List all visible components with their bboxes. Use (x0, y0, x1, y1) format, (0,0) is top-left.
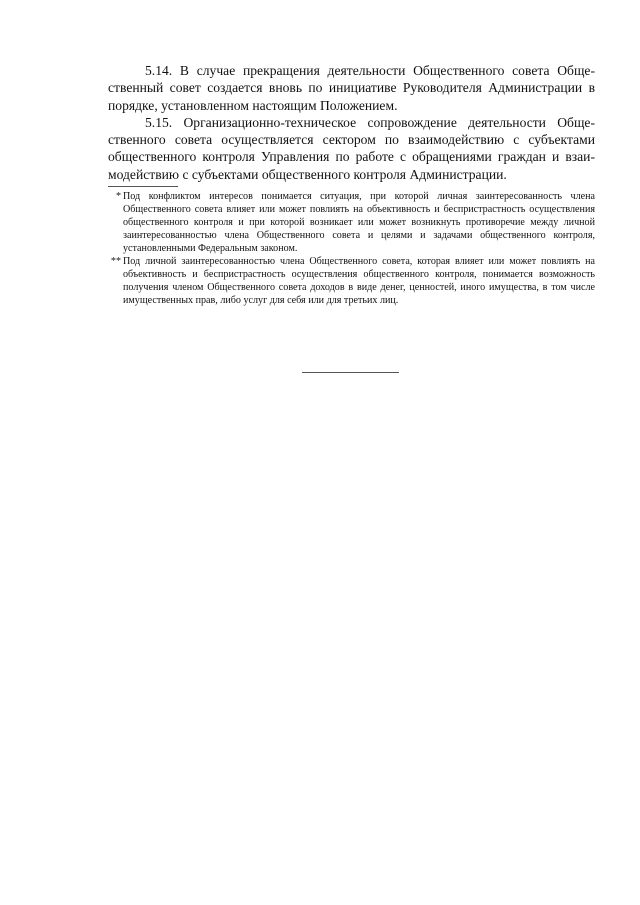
end-of-document-rule (302, 372, 399, 373)
footnote-separator (108, 186, 178, 187)
footnote-text: Под личной заинтересованностью члена Общественного совета, которая влияет или может повлиять на объективность и беспристрастность осуществления общественного контроля, понимается возможность получения членом Общественного совета доходов в виде денег, ценностей, иного имущества, в том числе имущественных прав, либо услуг для себя или для третьих лиц. (123, 256, 595, 306)
paragraph-5-14: 5.14. В случае прекращения деятельности Общественного совета Общественный совет создается вновь по инициативе Руководителя Администрации в порядке, установленном настоящим Положением. (108, 63, 595, 113)
paragraph-5-15: 5.15. Организационно-техническое сопровождение деятельности Общественного совета осуществляется сектором по взаимодействию с субъектами общественного контроля Управления по работе с обращениями граждан и взаимодействию с субъектами общественного контроля Администрации. (108, 114, 595, 182)
footnote-marker: ** (110, 256, 121, 268)
footnote-marker: * (115, 191, 121, 202)
footnote-2 (106, 256, 595, 308)
footnote-1 (106, 191, 595, 256)
body-text (108, 62, 595, 183)
footnotes (106, 191, 595, 308)
footnote-text: Под конфликтом интересов понимается ситуация, при которой личная заинтересованность члена Общественного совета влияет или может повлиять на объективность и беспристрастность осуществления общественного контроля и при которой возникает или может возникнуть противоречие между личной заинтересованностью члена Общественного совета и целями и задачами общественного контроля, установленными Федеральным законом. (123, 191, 595, 254)
